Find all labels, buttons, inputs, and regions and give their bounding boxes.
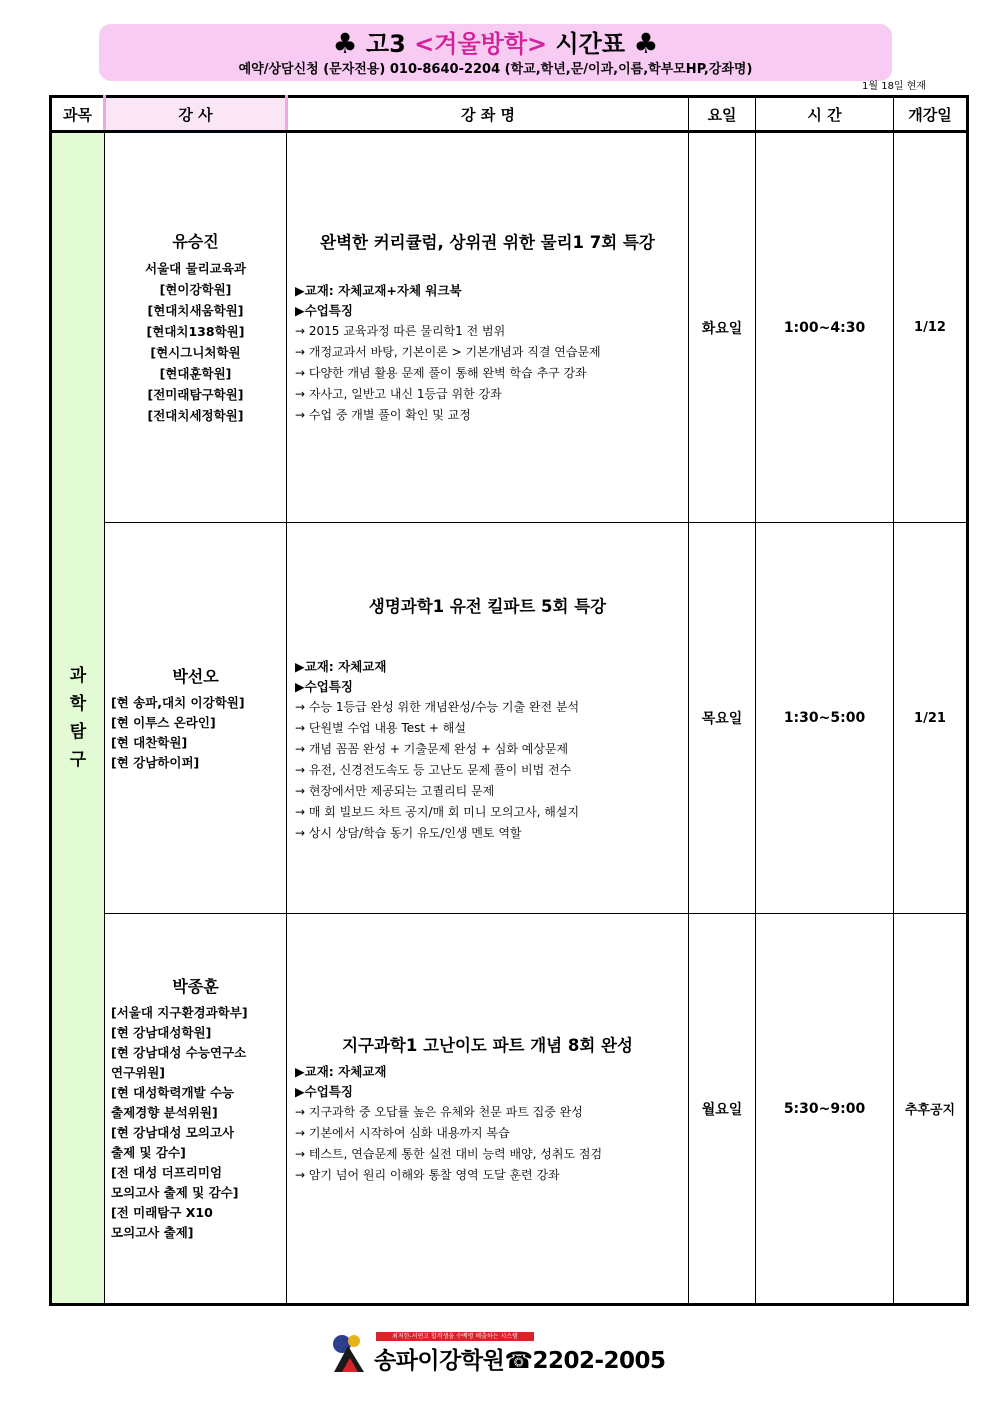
- footer-branding: [330, 1330, 670, 1380]
- course-feature: → 자사고, 일반고 내신 1등급 위한 강좌: [295, 387, 502, 401]
- teacher-cell: [105, 132, 287, 523]
- course-cell: [287, 914, 689, 1305]
- header-start: 개강일: [894, 97, 968, 132]
- teacher-credential: [현이강학원]: [159, 282, 232, 297]
- academy-logo-icon: [330, 1332, 370, 1378]
- table-row: [51, 914, 968, 1305]
- course-feature: → 테스트, 연습문제 통한 실전 대비 능력 배양, 성취도 점검: [295, 1146, 603, 1161]
- teacher-credential: 모의고사 출제 및 감수]: [111, 1185, 239, 1200]
- header-time: 시 간: [756, 97, 894, 132]
- teacher-credential: [현대치138학원]: [146, 324, 245, 339]
- teacher-credential: [현 대찬학원]: [111, 734, 188, 750]
- course-features-label: ▶수업특징: [295, 1083, 353, 1099]
- teacher-credential: [전대치세정학원]: [147, 408, 244, 423]
- course-features-label: ▶수업특징: [295, 678, 353, 694]
- teacher-credential: 서울대 물리교육과: [145, 261, 246, 276]
- day-cell: 화요일: [689, 132, 756, 523]
- time-cell: 5:30~9:00: [756, 914, 894, 1305]
- teacher-credential: [현대치새움학원]: [147, 303, 244, 318]
- teacher-credential: [전미래탐구학원]: [147, 387, 244, 402]
- course-cell: [287, 523, 689, 914]
- course-textbook: ▶교재: 자체교재+자체 워크북: [295, 283, 462, 298]
- teacher-cell: [105, 914, 287, 1305]
- header-teacher: 강 사: [105, 97, 287, 132]
- teacher-credential: [현 강남하이퍼]: [111, 754, 200, 770]
- teacher-credential: [현시그니처학원: [150, 345, 241, 360]
- course-title: 지구과학1 고난이도 파트 개념 8회 완성: [342, 1035, 633, 1055]
- timetable: [49, 95, 969, 1306]
- teacher-credential: [현대훈학원]: [159, 366, 232, 381]
- start-date-cell: 1/21: [894, 523, 968, 914]
- header-subject: 과목: [51, 97, 105, 132]
- start-date-cell: 추후공지: [894, 914, 968, 1305]
- course-feature: → 2015 교육과정 따른 물리학1 전 범위: [295, 324, 506, 338]
- course-feature: → 상시 상담/학습 동기 유도/인생 멘토 역할: [295, 825, 522, 840]
- course-textbook: ▶교재: 자체교재: [295, 1063, 387, 1079]
- teacher-credential: [현 이투스 온라인]: [111, 714, 216, 730]
- table-header-row: [51, 97, 968, 132]
- club-icon: ♣: [633, 27, 659, 60]
- academy-name-line: [374, 1342, 666, 1375]
- header-course: 강 좌 명: [287, 97, 689, 132]
- subject-char: 과: [69, 666, 87, 686]
- subject-char: 학: [69, 694, 87, 714]
- teacher-credential: 출제경향 분석위원]: [111, 1105, 218, 1120]
- teacher-name: 유승진: [172, 232, 219, 251]
- club-icon: ♣: [332, 27, 358, 60]
- title-banner: [99, 24, 892, 81]
- teacher-name: 박종훈: [172, 977, 219, 996]
- course-feature: → 유전, 신경전도속도 등 고난도 문제 풀이 비법 전수: [295, 762, 572, 777]
- page-title: [99, 24, 892, 61]
- teacher-credential: [현 강남대성 모의고사: [111, 1125, 235, 1140]
- course-feature: → 개정교과서 바탕, 기본이론 > 기본개념과 직결 연습문제: [295, 345, 601, 359]
- teacher-credential: [전 미래탐구 X10: [111, 1205, 213, 1220]
- teacher-credential: [서울대 지구환경과학부]: [111, 1005, 248, 1020]
- day-cell: 목요일: [689, 523, 756, 914]
- course-cell: [287, 132, 689, 523]
- teacher-credential: 모의고사 출제]: [111, 1225, 194, 1240]
- subject-cell: [51, 132, 105, 1305]
- course-feature: → 기본에서 시작하여 심화 내용까지 복습: [295, 1125, 510, 1140]
- course-feature: → 다양한 개념 활용 문제 풀이 통해 완벽 학습 추구 강좌: [295, 366, 587, 380]
- course-feature: → 단원별 수업 내용 Test + 해설: [295, 720, 466, 735]
- day-cell: 월요일: [689, 914, 756, 1305]
- teacher-credential: 출제 및 감수]: [111, 1145, 186, 1160]
- course-title: 완벽한 커리큘럼, 상위권 위한 물리1 7회 특강: [320, 233, 655, 252]
- header-day: 요일: [689, 97, 756, 132]
- teacher-credential: 연구위원]: [111, 1065, 166, 1080]
- teacher-credential: [현 강남대성학원]: [111, 1025, 212, 1040]
- teacher-name: 박선오: [172, 666, 219, 686]
- footer-tagline: 최저한-서연고 합격생을 수백명 배출하는 시스템: [376, 1332, 534, 1341]
- course-feature: → 지구과학 중 오답률 높은 유체와 천문 파트 집중 완성: [295, 1104, 583, 1119]
- course-feature: → 수업 중 개별 풀이 확인 및 교정: [295, 408, 471, 422]
- teacher-credential: [현 강남대성 수능연구소: [111, 1045, 247, 1060]
- telephone-icon: ☎2202-2005: [504, 1348, 666, 1374]
- table-row: [51, 132, 968, 523]
- course-feature: → 개념 꼼꼼 완성 + 기출문제 완성 + 심화 예상문제: [295, 741, 569, 756]
- teacher-cell: [105, 523, 287, 914]
- contact-subtitle: 예약/상담신청 (문자전용) 010-8640-2204 (학교,학년,문/이과,이름,학부모HP,강좌명): [238, 62, 753, 77]
- course-title: 생명과학1 유전 킬파트 5회 특강: [368, 596, 607, 616]
- title-grade: 고3: [365, 30, 406, 58]
- teacher-credential: [전 대성 더프리미엄: [111, 1165, 223, 1180]
- start-date-cell: 1/12: [894, 132, 968, 523]
- academy-name: 송파이강학원: [374, 1348, 505, 1374]
- course-feature: → 수능 1등급 완성 위한 개념완성/수능 기출 완전 분석: [295, 699, 580, 714]
- course-features-label: ▶수업특징: [295, 303, 353, 318]
- title-season: <겨울방학>: [414, 30, 548, 58]
- title-timetable: 시간표: [555, 30, 626, 58]
- course-textbook: ▶교재: 자체교재: [295, 658, 387, 674]
- teacher-credential: [현 송파,대치 이강학원]: [111, 694, 245, 710]
- course-feature: → 매 회 빌보드 차트 공지/매 회 미니 모의고사, 해설지: [295, 804, 580, 819]
- course-feature: → 현장에서만 제공되는 고퀄리티 문제: [295, 783, 495, 798]
- as-of-date: 1월 18일 현재: [862, 81, 927, 92]
- teacher-credential: [현 대성학력개발 수능: [111, 1085, 235, 1100]
- subject-char: 구: [69, 750, 87, 770]
- time-cell: 1:30~5:00: [756, 523, 894, 914]
- course-feature: → 암기 넘어 원리 이해와 통찰 영역 도달 훈련 강좌: [295, 1167, 560, 1182]
- time-cell: 1:00~4:30: [756, 132, 894, 523]
- table-row: [51, 523, 968, 914]
- subject-char: 탐: [69, 722, 87, 742]
